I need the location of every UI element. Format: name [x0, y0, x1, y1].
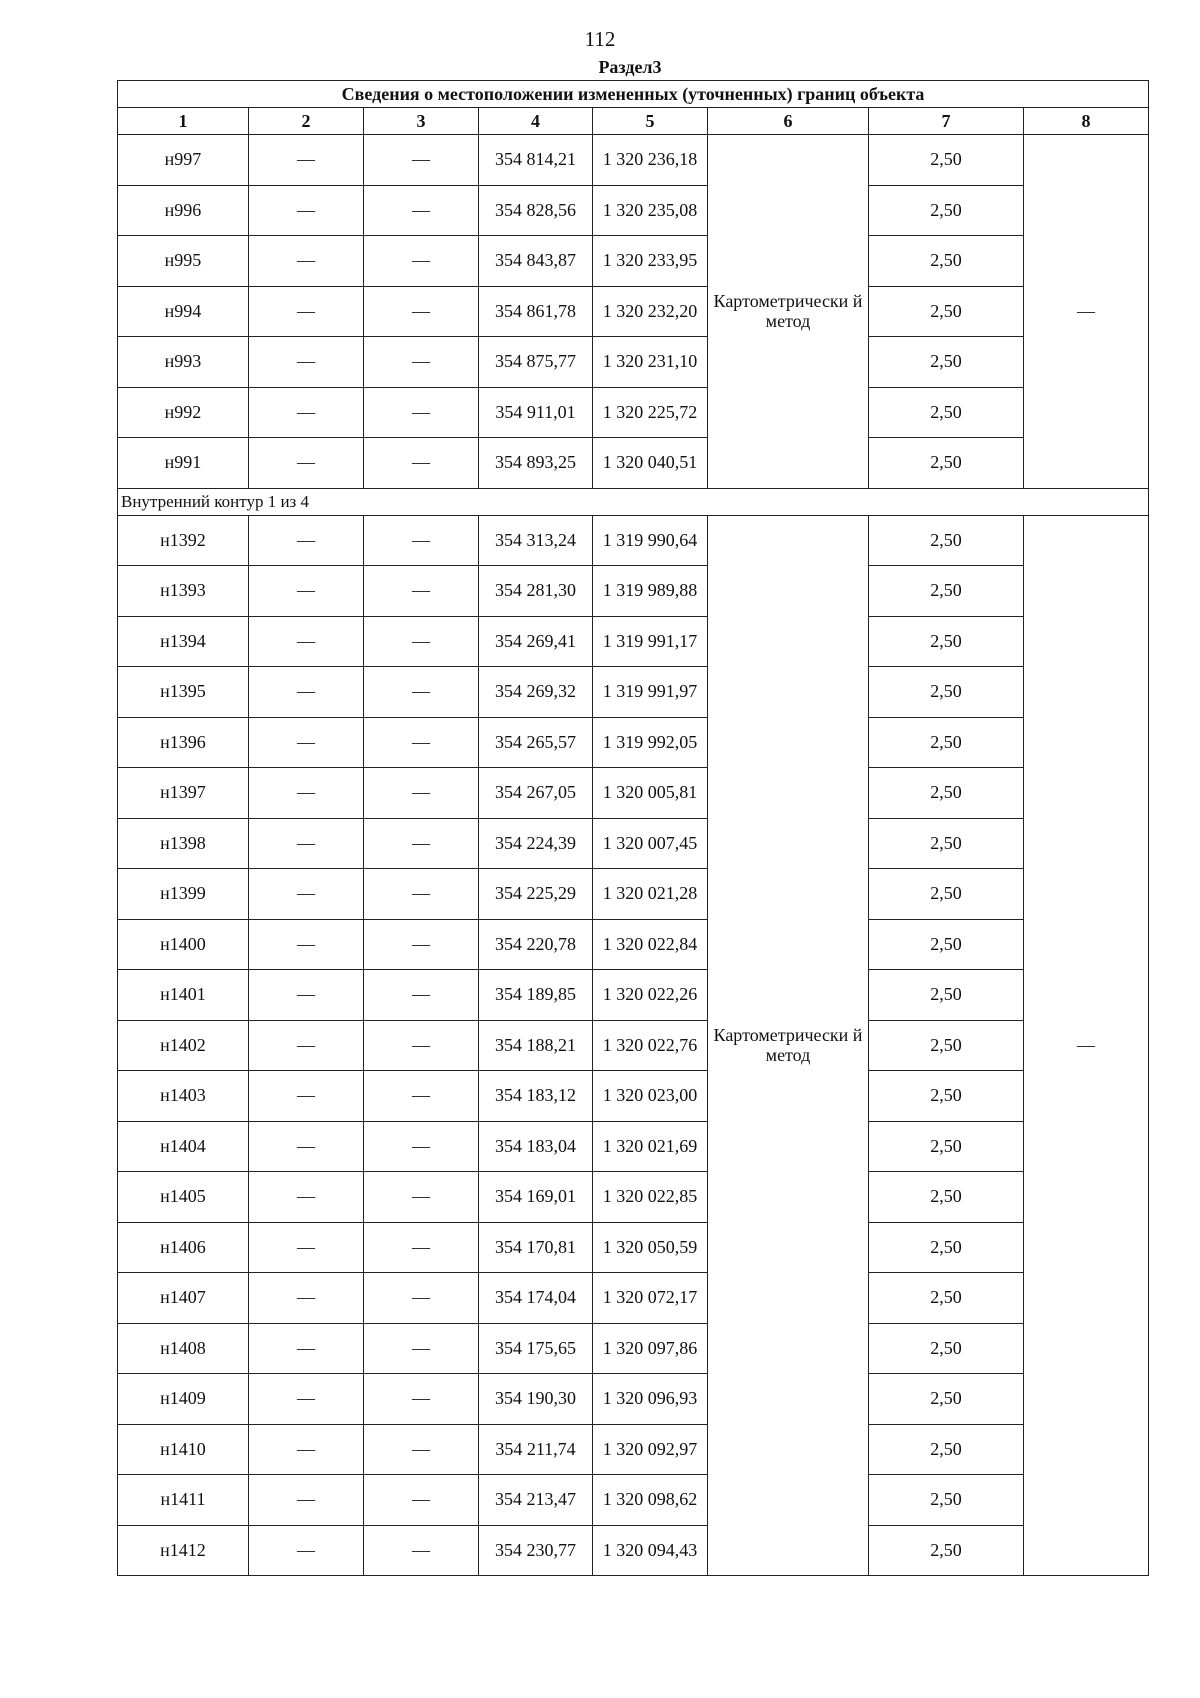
- column-3-cell: —: [364, 1273, 479, 1324]
- column-2-cell: —: [249, 185, 364, 236]
- point-number-cell: н1401: [118, 970, 249, 1021]
- column-2-cell: —: [249, 286, 364, 337]
- y-coordinate-cell: 1 320 022,85: [593, 1172, 708, 1223]
- column-header-4: 4: [479, 108, 593, 135]
- x-coordinate-cell: 354 224,39: [479, 818, 593, 869]
- x-coordinate-cell: 354 183,12: [479, 1071, 593, 1122]
- x-coordinate-cell: 354 893,25: [479, 438, 593, 489]
- y-coordinate-cell: 1 320 050,59: [593, 1222, 708, 1273]
- table-row: [118, 818, 1149, 869]
- point-number-cell: н1394: [118, 616, 249, 667]
- point-number-cell: н1412: [118, 1525, 249, 1576]
- accuracy-cell: 2,50: [869, 616, 1024, 667]
- column-3-cell: —: [364, 337, 479, 388]
- x-coordinate-cell: 354 267,05: [479, 768, 593, 819]
- y-coordinate-cell: 1 320 231,10: [593, 337, 708, 388]
- accuracy-cell: 2,50: [869, 566, 1024, 617]
- y-coordinate-cell: 1 320 021,28: [593, 869, 708, 920]
- accuracy-cell: 2,50: [869, 667, 1024, 718]
- accuracy-cell: 2,50: [869, 337, 1024, 388]
- accuracy-cell: 2,50: [869, 1374, 1024, 1425]
- point-number-cell: н1396: [118, 717, 249, 768]
- y-coordinate-cell: 1 319 991,17: [593, 616, 708, 667]
- point-number-cell: н1392: [118, 515, 249, 566]
- x-coordinate-cell: 354 814,21: [479, 135, 593, 186]
- table-row: [118, 1121, 1149, 1172]
- column-3-cell: —: [364, 1374, 479, 1425]
- column-2-cell: —: [249, 337, 364, 388]
- y-coordinate-cell: 1 319 992,05: [593, 717, 708, 768]
- y-coordinate-cell: 1 320 022,26: [593, 970, 708, 1021]
- column-3-cell: —: [364, 717, 479, 768]
- point-number-cell: н1410: [118, 1424, 249, 1475]
- column-3-cell: —: [364, 1525, 479, 1576]
- y-coordinate-cell: 1 319 990,64: [593, 515, 708, 566]
- y-coordinate-cell: 1 320 097,86: [593, 1323, 708, 1374]
- x-coordinate-cell: 354 843,87: [479, 236, 593, 287]
- x-coordinate-cell: 354 269,32: [479, 667, 593, 718]
- table-row: [118, 1222, 1149, 1273]
- column-2-cell: —: [249, 1475, 364, 1526]
- column-3-cell: —: [364, 286, 479, 337]
- column-2-cell: —: [249, 1222, 364, 1273]
- column-header-8: 8: [1024, 108, 1149, 135]
- table-row: [118, 970, 1149, 1021]
- column-2-cell: —: [249, 717, 364, 768]
- accuracy-cell: 2,50: [869, 1020, 1024, 1071]
- column-2-cell: —: [249, 1071, 364, 1122]
- column-2-cell: —: [249, 566, 364, 617]
- point-number-cell: н1393: [118, 566, 249, 617]
- table-row: [118, 515, 1149, 566]
- column-2-cell: —: [249, 768, 364, 819]
- accuracy-cell: 2,50: [869, 919, 1024, 970]
- page-number: 112: [584, 27, 616, 51]
- point-number-cell: н1409: [118, 1374, 249, 1425]
- point-number-cell: н1403: [118, 1071, 249, 1122]
- column-3-cell: —: [364, 566, 479, 617]
- column-header-1: 1: [118, 108, 249, 135]
- accuracy-cell: 2,50: [869, 1323, 1024, 1374]
- accuracy-cell: 2,50: [869, 387, 1024, 438]
- point-number-cell: н1405: [118, 1172, 249, 1223]
- column-2-cell: —: [249, 616, 364, 667]
- column-3-cell: —: [364, 1323, 479, 1374]
- y-coordinate-cell: 1 320 225,72: [593, 387, 708, 438]
- point-number-cell: н997: [118, 135, 249, 186]
- table-caption-row: [118, 81, 1149, 108]
- y-coordinate-cell: 1 320 094,43: [593, 1525, 708, 1576]
- x-coordinate-cell: 354 861,78: [479, 286, 593, 337]
- column-2-cell: —: [249, 1172, 364, 1223]
- table-row: [118, 1424, 1149, 1475]
- accuracy-cell: 2,50: [869, 818, 1024, 869]
- column-3-cell: —: [364, 667, 479, 718]
- table-row: [118, 717, 1149, 768]
- point-number-cell: н1399: [118, 869, 249, 920]
- accuracy-cell: 2,50: [869, 1424, 1024, 1475]
- section-title: Раздел3: [598, 57, 662, 77]
- point-number-cell: н994: [118, 286, 249, 337]
- point-number-cell: н1411: [118, 1475, 249, 1526]
- x-coordinate-cell: 354 911,01: [479, 387, 593, 438]
- point-number-cell: н995: [118, 236, 249, 287]
- table-row: [118, 1172, 1149, 1223]
- point-number-cell: н1398: [118, 818, 249, 869]
- accuracy-cell: 2,50: [869, 1071, 1024, 1122]
- accuracy-cell: 2,50: [869, 1172, 1024, 1223]
- table-row: [118, 1525, 1149, 1576]
- x-coordinate-cell: 354 188,21: [479, 1020, 593, 1071]
- table-row: [118, 236, 1149, 287]
- column-3-cell: —: [364, 1172, 479, 1223]
- x-coordinate-cell: 354 190,30: [479, 1374, 593, 1425]
- accuracy-cell: 2,50: [869, 1475, 1024, 1526]
- y-coordinate-cell: 1 320 092,97: [593, 1424, 708, 1475]
- x-coordinate-cell: 354 169,01: [479, 1172, 593, 1223]
- contour-label: Внутренний контур 1 из 4: [118, 488, 1149, 515]
- point-number-cell: н1404: [118, 1121, 249, 1172]
- y-coordinate-cell: 1 320 021,69: [593, 1121, 708, 1172]
- accuracy-cell: 2,50: [869, 1121, 1024, 1172]
- y-coordinate-cell: 1 320 096,93: [593, 1374, 708, 1425]
- column-3-cell: —: [364, 970, 479, 1021]
- y-coordinate-cell: 1 320 098,62: [593, 1475, 708, 1526]
- table-row: [118, 919, 1149, 970]
- x-coordinate-cell: 354 281,30: [479, 566, 593, 617]
- column-2-cell: —: [249, 1424, 364, 1475]
- y-coordinate-cell: 1 320 072,17: [593, 1273, 708, 1324]
- y-coordinate-cell: 1 320 007,45: [593, 818, 708, 869]
- column-2-cell: —: [249, 438, 364, 489]
- coordinates-table-body: [118, 81, 1149, 1576]
- column-3-cell: —: [364, 185, 479, 236]
- column-2-cell: —: [249, 1323, 364, 1374]
- table-row: [118, 387, 1149, 438]
- column-3-cell: —: [364, 1121, 479, 1172]
- point-number-cell: н996: [118, 185, 249, 236]
- accuracy-cell: 2,50: [869, 185, 1024, 236]
- y-coordinate-cell: 1 320 040,51: [593, 438, 708, 489]
- x-coordinate-cell: 354 828,56: [479, 185, 593, 236]
- accuracy-cell: 2,50: [869, 717, 1024, 768]
- column-2-cell: —: [249, 919, 364, 970]
- column-8-cell: —: [1024, 515, 1149, 1576]
- contour-label-row: [118, 488, 1149, 515]
- column-3-cell: —: [364, 869, 479, 920]
- point-number-cell: н1395: [118, 667, 249, 718]
- accuracy-cell: 2,50: [869, 515, 1024, 566]
- column-2-cell: —: [249, 869, 364, 920]
- column-3-cell: —: [364, 515, 479, 566]
- y-coordinate-cell: 1 320 023,00: [593, 1071, 708, 1122]
- column-3-cell: —: [364, 438, 479, 489]
- coordinates-table: [117, 80, 1149, 1576]
- point-number-cell: н1407: [118, 1273, 249, 1324]
- table-row: [118, 337, 1149, 388]
- column-2-cell: —: [249, 1121, 364, 1172]
- table-row: [118, 1374, 1149, 1425]
- table-row: [118, 286, 1149, 337]
- column-3-cell: —: [364, 236, 479, 287]
- column-3-cell: —: [364, 616, 479, 667]
- point-number-cell: н1408: [118, 1323, 249, 1374]
- x-coordinate-cell: 354 269,41: [479, 616, 593, 667]
- point-number-cell: н991: [118, 438, 249, 489]
- column-header-7: 7: [869, 108, 1024, 135]
- y-coordinate-cell: 1 320 233,95: [593, 236, 708, 287]
- table-row: [118, 1323, 1149, 1374]
- column-header-5: 5: [593, 108, 708, 135]
- x-coordinate-cell: 354 170,81: [479, 1222, 593, 1273]
- table-header-row: [118, 108, 1149, 135]
- column-2-cell: —: [249, 135, 364, 186]
- accuracy-cell: 2,50: [869, 1222, 1024, 1273]
- accuracy-cell: 2,50: [869, 1525, 1024, 1576]
- column-8-cell: —: [1024, 135, 1149, 489]
- column-2-cell: —: [249, 515, 364, 566]
- column-3-cell: —: [364, 387, 479, 438]
- accuracy-cell: 2,50: [869, 135, 1024, 186]
- y-coordinate-cell: 1 319 989,88: [593, 566, 708, 617]
- x-coordinate-cell: 354 174,04: [479, 1273, 593, 1324]
- column-header-6: 6: [708, 108, 869, 135]
- column-3-cell: —: [364, 768, 479, 819]
- column-2-cell: —: [249, 667, 364, 718]
- x-coordinate-cell: 354 183,04: [479, 1121, 593, 1172]
- point-number-cell: н1402: [118, 1020, 249, 1071]
- point-number-cell: н1406: [118, 1222, 249, 1273]
- x-coordinate-cell: 354 220,78: [479, 919, 593, 970]
- table-row: [118, 135, 1149, 186]
- table-row: [118, 566, 1149, 617]
- y-coordinate-cell: 1 319 991,97: [593, 667, 708, 718]
- x-coordinate-cell: 354 175,65: [479, 1323, 593, 1374]
- table-row: [118, 1475, 1149, 1526]
- table-row: [118, 1273, 1149, 1324]
- column-header-3: 3: [364, 108, 479, 135]
- y-coordinate-cell: 1 320 236,18: [593, 135, 708, 186]
- y-coordinate-cell: 1 320 022,84: [593, 919, 708, 970]
- column-2-cell: —: [249, 1273, 364, 1324]
- table-caption: Сведения о местоположении измененных (уточненных) границ объекта: [118, 81, 1149, 108]
- column-2-cell: —: [249, 1374, 364, 1425]
- column-header-2: 2: [249, 108, 364, 135]
- point-number-cell: н1400: [118, 919, 249, 970]
- table-row: [118, 869, 1149, 920]
- column-3-cell: —: [364, 135, 479, 186]
- point-number-cell: н993: [118, 337, 249, 388]
- x-coordinate-cell: 354 265,57: [479, 717, 593, 768]
- column-3-cell: —: [364, 1222, 479, 1273]
- column-3-cell: —: [364, 1475, 479, 1526]
- column-2-cell: —: [249, 970, 364, 1021]
- column-3-cell: —: [364, 1071, 479, 1122]
- column-2-cell: —: [249, 1020, 364, 1071]
- table-row: [118, 1020, 1149, 1071]
- accuracy-cell: 2,50: [869, 236, 1024, 287]
- x-coordinate-cell: 354 225,29: [479, 869, 593, 920]
- x-coordinate-cell: 354 213,47: [479, 1475, 593, 1526]
- y-coordinate-cell: 1 320 005,81: [593, 768, 708, 819]
- x-coordinate-cell: 354 211,74: [479, 1424, 593, 1475]
- table-row: [118, 185, 1149, 236]
- table-row: [118, 1071, 1149, 1122]
- y-coordinate-cell: 1 320 232,20: [593, 286, 708, 337]
- x-coordinate-cell: 354 875,77: [479, 337, 593, 388]
- accuracy-cell: 2,50: [869, 1273, 1024, 1324]
- x-coordinate-cell: 354 189,85: [479, 970, 593, 1021]
- column-2-cell: —: [249, 1525, 364, 1576]
- table-row: [118, 667, 1149, 718]
- point-number-cell: н992: [118, 387, 249, 438]
- table-row: [118, 768, 1149, 819]
- table-row: [118, 616, 1149, 667]
- column-2-cell: —: [249, 236, 364, 287]
- y-coordinate-cell: 1 320 235,08: [593, 185, 708, 236]
- column-3-cell: —: [364, 1020, 479, 1071]
- y-coordinate-cell: 1 320 022,76: [593, 1020, 708, 1071]
- column-2-cell: —: [249, 818, 364, 869]
- column-3-cell: —: [364, 1424, 479, 1475]
- column-3-cell: —: [364, 919, 479, 970]
- x-coordinate-cell: 354 313,24: [479, 515, 593, 566]
- accuracy-cell: 2,50: [869, 970, 1024, 1021]
- accuracy-cell: 2,50: [869, 286, 1024, 337]
- method-cell: Картометрически й метод: [708, 135, 869, 489]
- point-number-cell: н1397: [118, 768, 249, 819]
- column-3-cell: —: [364, 818, 479, 869]
- accuracy-cell: 2,50: [869, 438, 1024, 489]
- method-cell: Картометрически й метод: [708, 515, 869, 1576]
- accuracy-cell: 2,50: [869, 768, 1024, 819]
- column-2-cell: —: [249, 387, 364, 438]
- accuracy-cell: 2,50: [869, 869, 1024, 920]
- x-coordinate-cell: 354 230,77: [479, 1525, 593, 1576]
- table-row: [118, 438, 1149, 489]
